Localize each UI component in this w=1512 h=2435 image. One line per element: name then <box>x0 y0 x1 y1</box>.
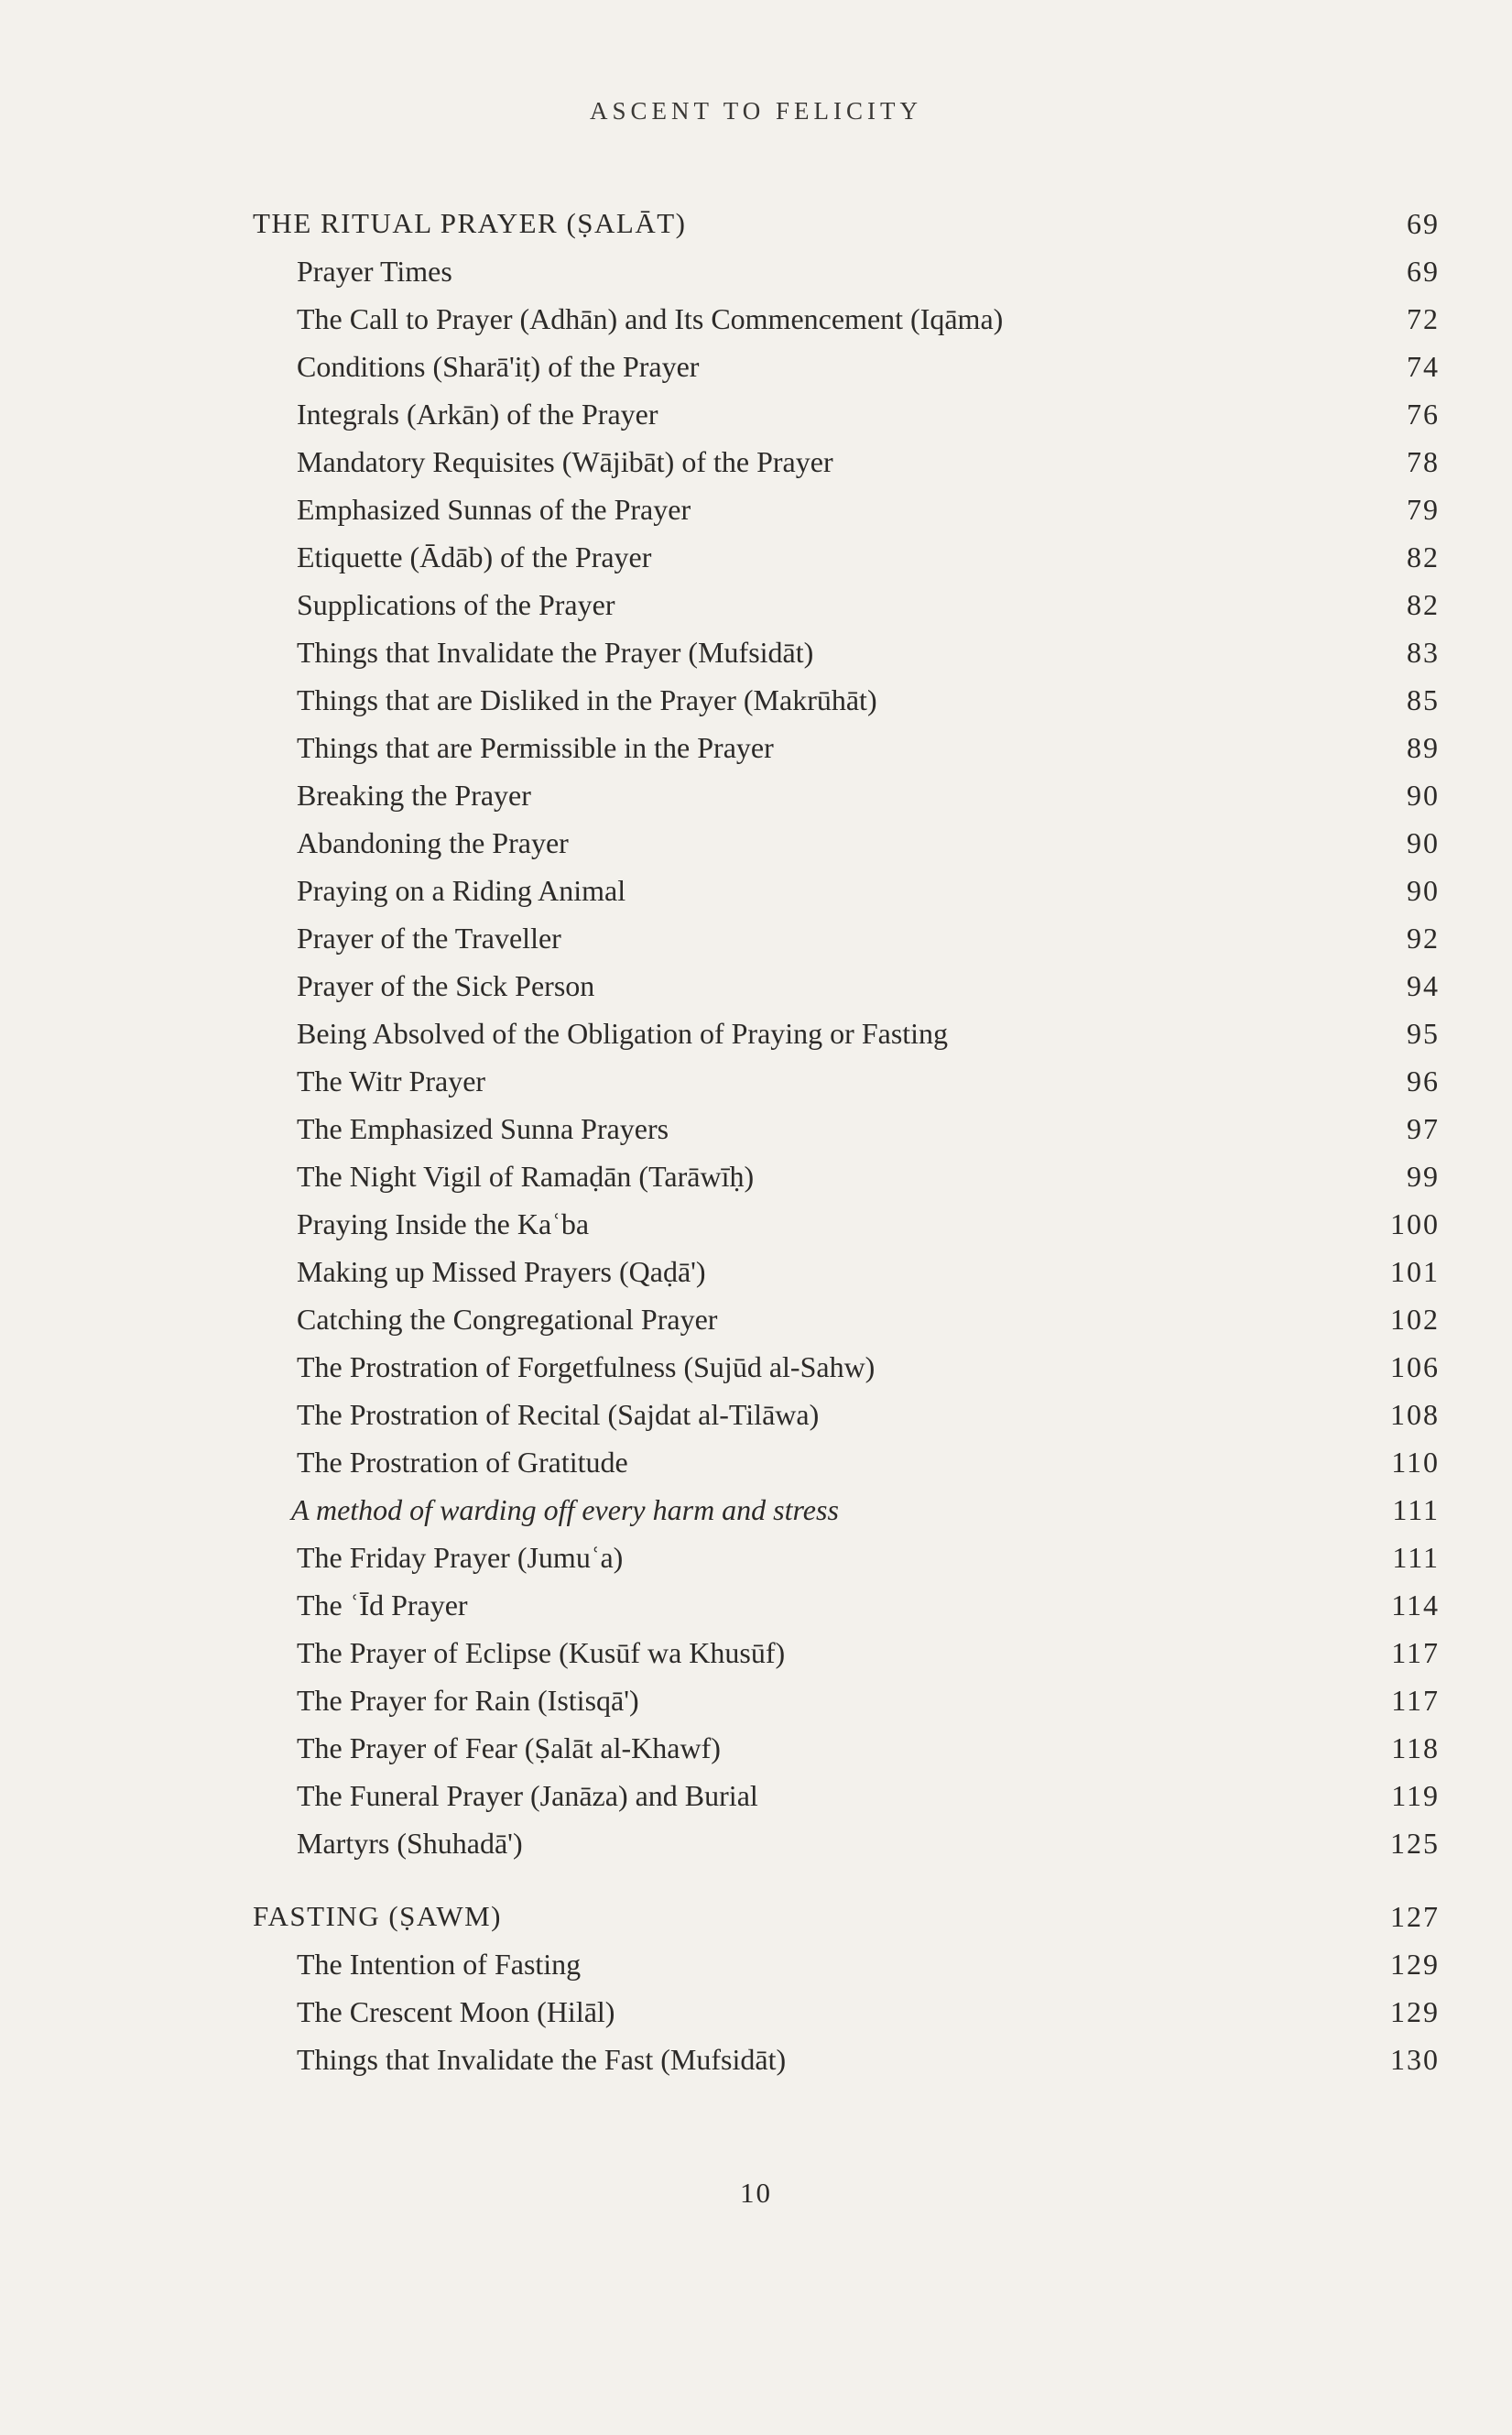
toc-entry[interactable] <box>249 819 1440 867</box>
toc-page-number: 72 <box>1407 302 1440 335</box>
toc-entry-title: The Intention of Fasting <box>297 1948 582 1981</box>
toc-entry-title: The Prostration of Gratitude <box>297 1446 628 1479</box>
toc-entry[interactable] <box>249 1772 1440 1819</box>
toc-entry-title: Praying on a Riding Animal <box>297 874 626 907</box>
toc-page-number: 69 <box>1407 207 1440 240</box>
toc-entry[interactable] <box>249 914 1440 962</box>
toc-entry-title: Integrals (Arkān) of the Prayer <box>297 398 658 431</box>
toc-entry-title: The Night Vigil of Ramaḍān (Tarāwīḥ) <box>297 1160 755 1193</box>
toc-entry-title: Praying Inside the Kaʿba <box>297 1207 590 1240</box>
toc-entry[interactable] <box>249 771 1440 819</box>
toc-page-number: 85 <box>1407 683 1440 716</box>
toc-entry-title: The Prostration of Forgetfulness (Sujūd al-Sahw) <box>297 1350 876 1383</box>
toc-entry[interactable] <box>249 1391 1440 1438</box>
toc-entry[interactable] <box>249 1343 1440 1391</box>
toc-entry[interactable] <box>249 1152 1440 1200</box>
toc-page-number: 129 <box>1390 1995 1440 2028</box>
toc-entry-title: The Emphasized Sunna Prayers <box>297 1112 669 1145</box>
toc-entry[interactable] <box>249 247 1440 295</box>
toc-entry-title: Conditions (Sharā'iṭ) of the Prayer <box>297 350 700 383</box>
toc-entry[interactable] <box>249 1581 1440 1629</box>
toc-entry[interactable] <box>249 438 1440 486</box>
toc-entry-title: Prayer of the Traveller <box>297 922 561 955</box>
section-gap <box>249 1867 1440 1893</box>
page-number: 10 <box>740 2177 772 2209</box>
toc-page-number: 111 <box>1392 1541 1440 1574</box>
toc-page-number: 97 <box>1407 1112 1440 1145</box>
toc-entry-title: The Funeral Prayer (Janāza) and Burial <box>297 1779 758 1812</box>
toc-entry[interactable] <box>249 676 1440 724</box>
toc-page-number: 94 <box>1407 969 1440 1002</box>
toc-entry[interactable] <box>249 533 1440 581</box>
toc-page-number: 117 <box>1391 1684 1440 1717</box>
toc-entry[interactable] <box>249 962 1440 1010</box>
toc-entry[interactable] <box>249 1200 1440 1248</box>
toc-entry-title: Making up Missed Prayers (Qaḍā') <box>297 1255 706 1288</box>
toc-entry[interactable] <box>249 867 1440 914</box>
toc-page-number: 90 <box>1407 874 1440 907</box>
toc-page-number: 118 <box>1391 1731 1440 1764</box>
toc-entry-title: Supplications of the Prayer <box>297 588 615 621</box>
toc-entry[interactable] <box>249 486 1440 533</box>
toc-page-number: 130 <box>1390 2043 1440 2076</box>
toc-entry[interactable] <box>249 295 1440 343</box>
toc-page-number: 82 <box>1407 541 1440 573</box>
toc-entry-title: The Prostration of Recital (Sajdat al-Tilāwa) <box>297 1398 820 1431</box>
toc-page-number: 108 <box>1390 1398 1440 1431</box>
toc-page-number: 92 <box>1407 922 1440 955</box>
toc-entry[interactable] <box>249 1248 1440 1295</box>
toc-entry-title: Mandatory Requisites (Wājibāt) of the Prayer <box>297 445 833 478</box>
toc-entry[interactable] <box>249 1988 1440 2036</box>
toc-page-number: 117 <box>1391 1636 1440 1669</box>
toc-page-number: 101 <box>1390 1255 1440 1288</box>
toc-entry-title: The Prayer for Rain (Istisqā') <box>297 1684 639 1717</box>
toc-entry-title: Being Absolved of the Obligation of Praying or Fasting <box>297 1017 949 1050</box>
toc-entry[interactable] <box>249 628 1440 676</box>
toc-entry-title: The Prayer of Fear (Ṣalāt al-Khawf) <box>297 1731 721 1764</box>
toc-entry-title: Prayer of the Sick Person <box>297 969 595 1002</box>
toc-page-number: 99 <box>1407 1160 1440 1193</box>
toc-entry-title: Prayer Times <box>297 255 452 288</box>
toc-entry[interactable] <box>249 390 1440 438</box>
toc-entry-title: The Friday Prayer (Jumuʿa) <box>297 1541 624 1574</box>
toc-entry[interactable] <box>249 1010 1440 1057</box>
toc-entry-title: A method of warding off every harm and stress <box>291 1493 839 1526</box>
toc-entry[interactable] <box>249 1438 1440 1486</box>
toc-section-heading[interactable] <box>249 200 1440 247</box>
toc-entry[interactable] <box>249 1676 1440 1724</box>
toc-entry[interactable] <box>249 343 1440 390</box>
toc-page-number: 125 <box>1390 1827 1440 1860</box>
toc-page-number: 82 <box>1407 588 1440 621</box>
toc-entry[interactable] <box>249 1819 1440 1867</box>
toc-page-number: 69 <box>1407 255 1440 288</box>
toc-entry[interactable] <box>249 1724 1440 1772</box>
toc-entry-title: Things that Invalidate the Prayer (Mufsidāt) <box>297 636 814 669</box>
toc-section-heading[interactable] <box>249 1893 1440 1940</box>
running-head: ASCENT TO FELICITY <box>589 97 923 125</box>
toc-entry-title: Things that are Disliked in the Prayer (Makrūhāt) <box>297 683 877 716</box>
toc-entry[interactable] <box>249 1295 1440 1343</box>
toc-page-number: 78 <box>1407 445 1440 478</box>
toc-page-number: 102 <box>1390 1303 1440 1336</box>
toc-page-number: 96 <box>1407 1065 1440 1097</box>
toc-entry[interactable] <box>249 1486 1440 1534</box>
toc-page-number: 100 <box>1390 1207 1440 1240</box>
toc-page-number: 111 <box>1392 1493 1440 1526</box>
toc-page-number: 110 <box>1391 1446 1440 1479</box>
toc-page-number: 90 <box>1407 826 1440 859</box>
toc-entry-title: The Prayer of Eclipse (Kusūf wa Khusūf) <box>297 1636 786 1669</box>
toc-entry-title: Things that Invalidate the Fast (Mufsidāt) <box>297 2043 787 2076</box>
toc-page-number: 89 <box>1407 731 1440 764</box>
toc-entry-title: Breaking the Prayer <box>297 779 531 812</box>
toc-entry-title: Martyrs (Shuhadā') <box>297 1827 523 1860</box>
toc-page-number: 95 <box>1407 1017 1440 1050</box>
toc-entry[interactable] <box>249 1057 1440 1105</box>
toc-page-number: 90 <box>1407 779 1440 812</box>
toc-page-number: 119 <box>1391 1779 1440 1812</box>
toc-entry[interactable] <box>249 1534 1440 1581</box>
toc-page-number: 83 <box>1407 636 1440 669</box>
toc-entry[interactable] <box>249 1940 1440 1988</box>
toc-entry[interactable] <box>249 724 1440 771</box>
toc-entry[interactable] <box>249 2036 1440 2083</box>
toc-entry-title: Things that are Permissible in the Prayer <box>297 731 774 764</box>
toc-entry-title: Catching the Congregational Prayer <box>297 1303 718 1336</box>
toc-entry[interactable] <box>249 581 1440 628</box>
toc-entry-title: The Call to Prayer (Adhān) and Its Commencement (Iqāma) <box>297 302 1004 335</box>
toc-entry[interactable] <box>249 1105 1440 1152</box>
toc-entry-title: The ʿĪd Prayer <box>297 1589 468 1622</box>
toc-entry-title: The Crescent Moon (Hilāl) <box>297 1995 615 2028</box>
toc-entry-title: The Witr Prayer <box>297 1065 486 1097</box>
toc-page-number: 127 <box>1390 1900 1440 1933</box>
toc-page-number: 114 <box>1391 1589 1440 1622</box>
toc-entry[interactable] <box>249 1629 1440 1676</box>
toc-page-number: 129 <box>1390 1948 1440 1981</box>
table-of-contents <box>249 200 1440 2083</box>
toc-section-title: THE RITUAL PRAYER (ṢALĀT) <box>253 207 687 239</box>
toc-page-number: 79 <box>1407 493 1440 526</box>
toc-entry-title: Abandoning the Prayer <box>297 826 569 859</box>
toc-section-title: FASTING (ṢAWM) <box>253 1900 502 1932</box>
toc-page-number: 106 <box>1390 1350 1440 1383</box>
toc-entry-title: Emphasized Sunnas of the Prayer <box>297 493 691 526</box>
toc-page-number: 74 <box>1407 350 1440 383</box>
toc-page-number: 76 <box>1407 398 1440 431</box>
toc-entry-title: Etiquette (Ādāb) of the Prayer <box>297 541 652 573</box>
